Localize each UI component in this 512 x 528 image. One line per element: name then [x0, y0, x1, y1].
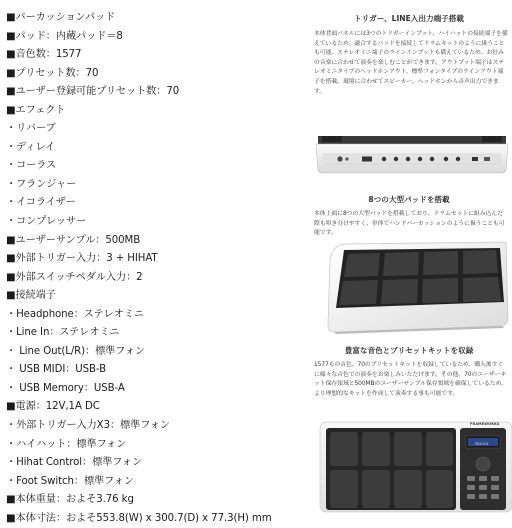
spec-item: ■外部スイッチペダル入力：2	[6, 271, 143, 283]
model-label: PDX-001	[475, 442, 489, 446]
spec-item: ・ Line Out(L/R)：標準フォン	[6, 345, 146, 357]
spec-item: ・ハイハット：標準フォン	[6, 438, 127, 450]
spec-item: ・コンプレッサー	[6, 216, 87, 228]
section-body-sounds: 1577もの音色、70のプリセットキットを収録しているため、購入後すぐに様々な音色での演奏をお楽しみいただけます。その他、70のユーザーキット保存領域と500MBのユーザーサンプル保存領域を確保しているため、より理想的なキットを作成して演奏する事も可能です。	[314, 362, 507, 397]
rear-panel-image	[314, 136, 510, 174]
spec-list	[6, 9, 306, 528]
spec-item: ■本体重量：およそ3.76 kg	[6, 494, 134, 506]
spec-item: ■プリセット数：70	[6, 67, 99, 79]
spec-item: ・Hihat Control：標準フォン	[6, 457, 143, 469]
spec-item: ・Headphone：ステレオミニ	[6, 308, 144, 320]
spec-item: ■ユーザー登録可能プリセット数：70	[6, 86, 180, 98]
spec-item: ■パーカッションパッド	[6, 12, 116, 23]
spec-item: ・イコライザー	[6, 197, 76, 209]
spec-item: ・フランジャー	[6, 178, 77, 190]
spec-item: ■本体寸法：およそ553.8(W) x 300.7(D) x 77.3(H) mm	[6, 512, 272, 524]
section-title-sounds: 豊富な音色とプリセットキットを収録	[344, 346, 474, 355]
spec-item: ■ユーザーサンプル：500MB	[6, 234, 141, 246]
pad-top-image	[326, 238, 510, 334]
spec-item: ■エフェクト	[6, 104, 66, 116]
spec-item: ■電源：12V,1A DC	[6, 401, 100, 413]
spec-item: ・Line In：ステレオミニ	[6, 327, 120, 339]
section-body-io: 本体背面パネルには3つのトリガーインプット、ハイハットの接続端子を備えているため、適合するパッドを接続してドラムキットのように扱うことも可能。ステレオミニ端子のラインインプットも備えているため、お好みの音楽に合わせて演奏を楽しむことができます。アウトプット端子はステレオミニタイプのヘッドホンアウト、標準フォンタイプのラインアウト端子を搭載。環境に合わせてスピーカー、ヘッドホンから音声出力できます。	[314, 31, 508, 95]
section-title-pads: 8つの大型パッドを搭載	[368, 195, 450, 204]
spec-item: ・外部トリガー入力X3：標準フォン	[6, 420, 170, 432]
spec-item: ・ USB Memory：USB-A	[6, 382, 125, 394]
spec-item: ■接続端子	[6, 290, 56, 302]
feature-column	[306, 0, 512, 512]
spec-item: ・ディレイ	[6, 141, 56, 153]
brand-logo: FRAMEWORKS	[470, 422, 500, 426]
spec-item: ■外部トリガー入力：3 + HIHAT	[6, 253, 158, 265]
spec-item: ・Foot Switch：標準フォン	[6, 475, 134, 487]
spec-item: ・ USB MIDI：USB-B	[6, 364, 107, 376]
section-body-pads: 本体上面に8つの大型パッドを搭載しており、ドラムセットに組み込んだ際も叩き分けやすく、単体でハンドパーカッションのように扱うことも可能です。	[314, 211, 505, 237]
pad-front-image	[320, 422, 512, 512]
spec-item: ・リバーブ	[6, 123, 56, 135]
pad-front-body	[320, 422, 512, 512]
spec-item: ■パッド：内蔵パッド＝8	[6, 30, 123, 42]
section-title-io: トリガー、LINE入出力端子搭載	[354, 14, 464, 23]
spec-item: ・コーラス	[6, 160, 57, 172]
spec-item: ■音色数：1577	[6, 49, 82, 61]
